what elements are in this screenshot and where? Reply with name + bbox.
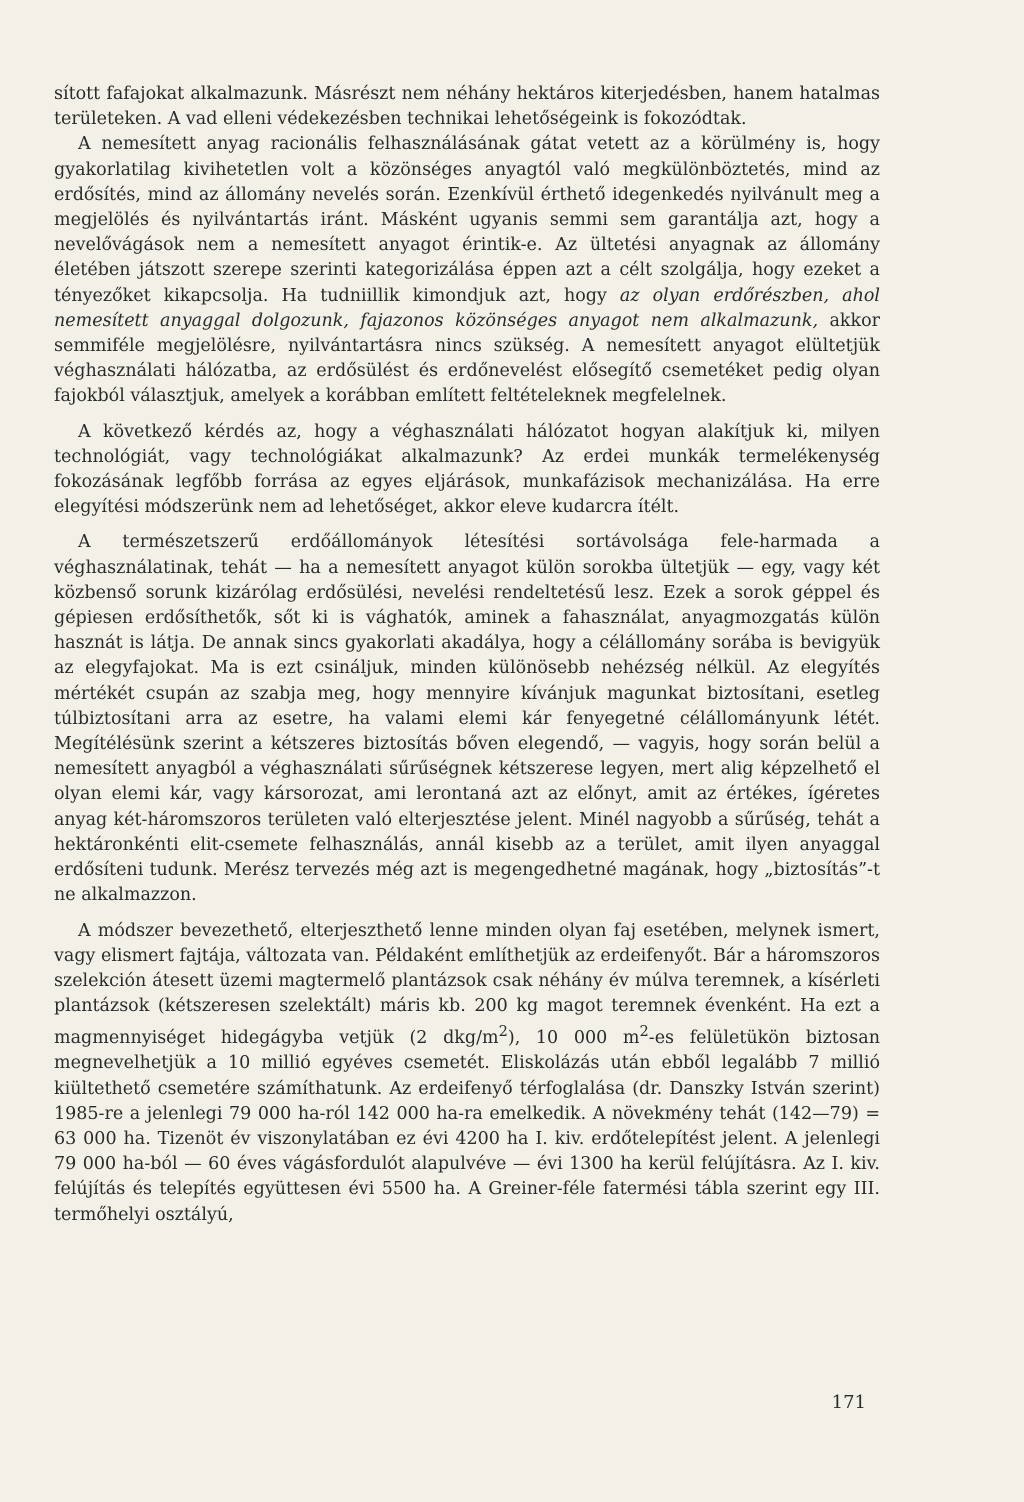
page-number: 171	[831, 1392, 866, 1413]
paragraph-2-text-b: akkor semmiféle megjelölésre, nyilvántartásra nincs szükség. A nemesített anyagot elültetjük véghasználati hálózatba, az erdősülést és erdőnevelést elősegítő csemetéket pedig olyan fajokból választjuk, amelyek a korábban említett feltételeknek megfelelnek.	[54, 310, 880, 407]
superscript-2-a: 2	[498, 1023, 508, 1041]
paragraph-5-text-b: ), 10 000 m	[507, 1028, 640, 1049]
paragraph-3: A következő kérdés az, hogy a véghasználati hálózatot hogyan alakítjuk ki, milyen technológiát, vagy technológiákat alkalmazunk? Az erdei munkák termelékenység fokozásának legfőbb forrása az egyes eljárások, munkafázisok mechanizálása. Ha erre elegyítési módszerünk nem ad lehetőséget, akkor eleve kudarcra ítélt.	[54, 421, 880, 518]
paragraph-2-text-a: A nemesített anyag racionális felhasználásának gátat vetett az a körülmény is, hogy gyakorlatilag kivihetetlen volt a közönséges anyagtól való megkülönböztetés, mind az erdősítés, mind az állomány nevelés során. Ezenkívül érthető idegenkedés nyilvánult meg a megjelölés és nyilvántartás iránt. Másként ugyanis semmi sem garantálja azt, hogy a nevelővágások nem a nemesített anyagot érintik-e. Az ültetési anyagnak az állomány életében játszott szerepe szerinti kategorizálása éppen azt a célt szolgálja, hogy ezeket a tényezőket kikapcsolja. Ha tudniillik kimondjuk azt, hogy	[54, 134, 880, 306]
paragraph-2-italic: az olyan erdőrészben, ahol nemesített anyaggal dolgozunk, fajazonos közönséges anyagot nem alkalmazunk,	[54, 285, 880, 331]
paragraph-2	[54, 132, 880, 409]
paragraph-5-text-a: A módszer bevezethető, elterjeszthető lenne minden olyan faj esetében, melynek ismert, vagy elismert fajtája, változata van. Példaként említhetjük az erdeifenyőt. Bár a háromszoros szelekción átesett üzemi magtermelő plantázsok csak néhány év múlva teremnek, a kísérleti plantázsok (kétszeresen szelektált) máris kb. 200 kg magot teremnek évenként. Ha ezt a magmennyiséget hidegágyba vetjük (2 dkg/m	[54, 920, 881, 1049]
paragraph-5	[54, 919, 880, 1228]
paragraph-4: A természetszerű erdőállományok létesítési sortávolsága fele-harmada a véghasználatinak, tehát — ha a nemesített anyagot külön sorokba ültetjük — egy, vagy két közbenső sorunk kizárólag erdősülési, nevelési rendeltetésű lesz. Ezek a sorok géppel és gépiesen erdősíthetők, sőt ki is vághatók, aminek a fahasználat, anyagmozgatás külön hasznát is látja. De annak sincs gyakorlati akadálya, hogy a célállomány sorába is bevigyük az elegyfajokat. Ma is ezt csináljuk, minden különösebb nehézség nélkül. Az elegyítés mértékét csupán az szabja meg, hogy mennyire kívánjuk magunkat biztosítani, esetleg túlbiztosítani arra az esetre, ha valami elemi kár fenyegetné célállományunk létét. Megítélésünk szerint a kétszeres biztosítás bőven elegendő, — vagyis, hogy során belül a nemesített anyagból a véghasználati sűrűségnek kétszerese legyen, mert alig képzelhető el olyan elemi kár, vagy kársorozat, ami lerontaná azt az előnyt, amit az értékes, ígéretes anyag két-háromszoros területen való elterjesztése jelent. Minél nagyobb a sűrűség, tehát a hektáronkénti elit-csemete felhasználás, annál kisebb az a terület, amit ilyen anyaggal erdősíteni tudunk. Merész tervezés még azt is megengedhetné magának, hogy „biztosítás”-t ne alkalmazzon.	[54, 532, 880, 906]
paragraph-1: sított fafajokat alkalmazunk. Másrészt nem néhány hektáros kiterjedésben, hanem hatalmas területeken. A vad elleni védekezésben technikai lehetőségeink is fokozódtak.	[54, 84, 880, 130]
page-body	[54, 82, 880, 1228]
superscript-2-b: 2	[639, 1023, 649, 1041]
paragraph-5-text-c: -es felületükön biztosan megnevelhetjük a 10 millió egyéves csemetét. Eliskolázás után ebből legalább 7 millió kiültethető csemetére számíthatunk. Az erdeifenyő térfoglalása (dr. Danszky István szerint) 1985-re a jelenlegi 79 000 ha-ról 142 000 ha-ra emelkedik. A növekmény tehát (142—79) = 63 000 ha. Tizenöt év viszonylatában ez évi 4200 ha I. kiv. erdőtelepítést jelent. A jelenlegi 79 000 ha-ból — 60 éves vágásfordulót alapulvéve — évi 1300 ha kerül felújításra. Az I. kiv. felújítás és telepítés együttesen évi 5500 ha. A Greiner-féle fatermési tábla szerint egy III. termőhelyi osztályú,	[54, 1028, 880, 1225]
